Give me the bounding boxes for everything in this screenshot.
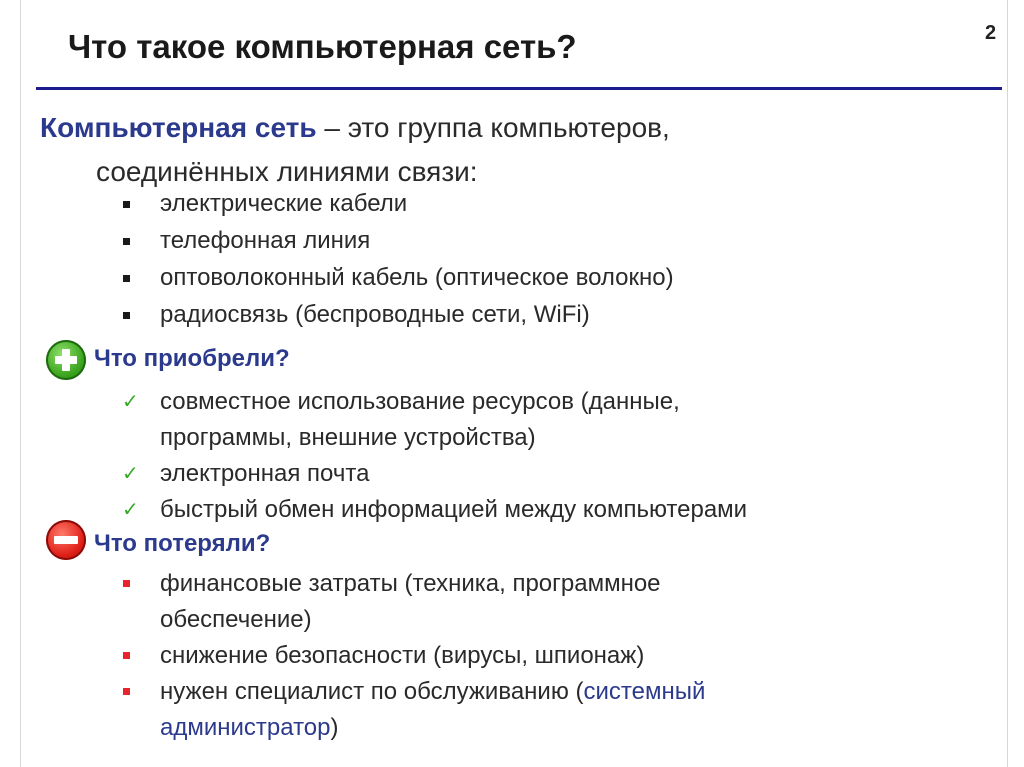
list-item-text: финансовые затраты (техника, программное обеспечение)	[160, 570, 661, 633]
slide-title: Что такое компьютерная сеть?	[68, 28, 577, 65]
list-item	[120, 384, 810, 456]
plus-bar-vertical	[62, 349, 70, 371]
list-item	[120, 674, 860, 746]
list-item-text: телефонная линия	[160, 227, 371, 254]
checkmark-icon: ✓	[122, 463, 139, 485]
connection-media-list	[120, 187, 674, 335]
list-item	[120, 187, 674, 224]
square-bullet-icon	[123, 688, 130, 695]
list-item-text: совместное использование ресурсов (данные, программы, внешние устройства)	[160, 388, 680, 451]
list-item	[120, 492, 810, 528]
list-item-text: электрические кабели	[160, 190, 408, 217]
checkmark-icon: ✓	[122, 391, 139, 413]
plus-circle-icon	[46, 340, 86, 380]
definition-term: Компьютерная сеть	[40, 112, 317, 143]
minus-circle-icon	[46, 520, 86, 560]
definition-paragraph	[40, 106, 940, 194]
title-underline	[36, 87, 1002, 90]
square-bullet-icon	[123, 652, 130, 659]
gains-list	[120, 384, 810, 528]
list-item-text: оптоволоконный кабель (оптическое волокно)	[160, 264, 674, 291]
list-item	[120, 224, 674, 261]
checkmark-icon: ✓	[122, 499, 139, 521]
list-item-text-suffix: )	[330, 714, 339, 741]
list-item-text	[160, 674, 860, 746]
slide-frame-left	[20, 0, 21, 767]
square-bullet-icon	[123, 275, 130, 282]
list-item	[120, 298, 674, 335]
list-item-text: снижение безопасности (вирусы, шпионаж)	[160, 642, 645, 669]
list-item-text: радиосвязь (беспроводные сети, WiFi)	[160, 301, 590, 328]
list-item	[120, 638, 860, 674]
list-item	[120, 261, 674, 298]
square-bullet-icon	[123, 238, 130, 245]
losses-list	[120, 566, 860, 746]
list-item	[120, 456, 810, 492]
losses-heading: Что потеряли?	[94, 530, 271, 557]
highlighted-term: системный администратор	[160, 678, 706, 741]
list-item	[120, 566, 860, 638]
definition-text-line2: соединённых линиями связи:	[96, 156, 478, 187]
list-item-text: быстрый обмен информацией между компьютерами	[160, 496, 748, 523]
square-bullet-icon	[123, 201, 130, 208]
slide-number: 2	[985, 22, 997, 44]
square-bullet-icon	[123, 580, 130, 587]
minus-bar	[54, 536, 78, 544]
definition-text-line1: – это группа компьютеров,	[316, 112, 670, 143]
slide-frame-right	[1007, 0, 1008, 767]
list-item-text-prefix: нужен специалист по обслуживанию (	[160, 678, 584, 705]
square-bullet-icon	[123, 312, 130, 319]
list-item-text: электронная почта	[160, 460, 370, 487]
gains-heading: Что приобрели?	[94, 345, 290, 372]
